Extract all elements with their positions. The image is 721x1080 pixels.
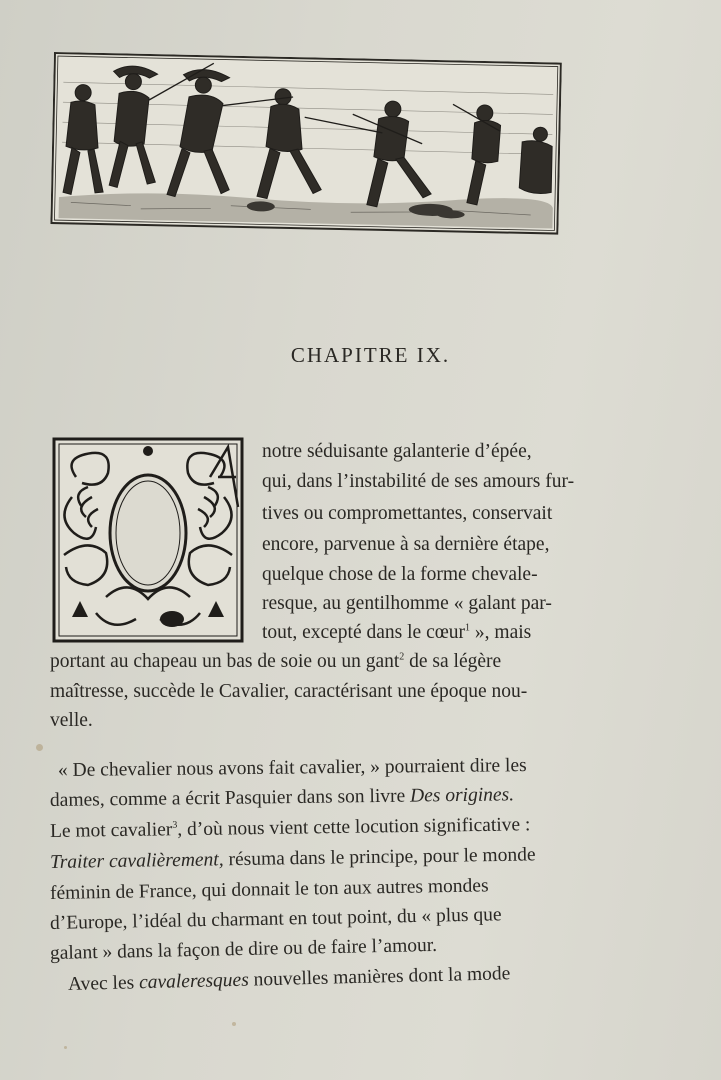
text-line: velle. xyxy=(50,710,93,731)
text-span: Avec les xyxy=(67,972,140,995)
italic-word: cavaleresques xyxy=(138,969,250,994)
paper-stain xyxy=(232,1022,236,1026)
text-line: qui, dans l’instabilité de ses amours fur- xyxy=(262,471,575,492)
text-span: résuma dans le principe, pour le monde xyxy=(223,844,536,871)
text-line: d’Europe, l’idéal du charmant en tout point, du « plus que xyxy=(49,904,502,934)
italic-phrase: Traiter cavalièrement, xyxy=(49,849,224,873)
text-span: Le mot cavalier xyxy=(49,819,173,842)
chapter-title: CHAPITRE IX. xyxy=(290,343,451,367)
text-line xyxy=(50,783,514,813)
text-line xyxy=(50,813,531,844)
footnote-ref: 1 xyxy=(465,622,471,634)
footnote-ref: 3 xyxy=(172,819,178,831)
text-line xyxy=(68,962,511,997)
text-span: tout, excepté dans le cœur xyxy=(262,622,466,643)
footnote-ref: 2 xyxy=(399,651,405,663)
text-span: portant au chapeau un bas de soie ou un gant xyxy=(50,651,400,672)
text-line xyxy=(50,650,501,674)
text-line xyxy=(262,621,531,645)
ornamental-initial-a xyxy=(52,437,244,643)
text-span: dames, comme a écrit Pasquier dans son livre xyxy=(49,785,411,811)
text-line: tives ou compromettantes, conservait xyxy=(262,503,553,524)
text-line xyxy=(50,843,536,875)
text-line: notre séduisante galanterie d’épée, xyxy=(262,441,532,462)
book-title: Des origines. xyxy=(409,784,515,807)
text-span: nouvelles manières dont la mode xyxy=(248,963,511,991)
text-span: de sa légère xyxy=(404,651,502,672)
text-line: « De chevalier nous avons fait cavalier, » pourraient dire les xyxy=(57,755,527,781)
text-line: quelque chose de la forme chevale- xyxy=(262,564,538,585)
text-span: », mais xyxy=(470,622,532,643)
text-span: , d’où nous vient cette locution significative : xyxy=(177,814,531,841)
paper-stain xyxy=(64,1046,67,1049)
fencing-engraving xyxy=(50,52,562,253)
text-line: resque, au gentilhomme « galant par- xyxy=(262,593,552,614)
text-line: féminin de France, qui donnait le ton aux autres mondes xyxy=(49,875,489,904)
text-line: maîtresse, succède le Cavalier, caractérisant une époque nou- xyxy=(50,681,528,702)
paper-stain xyxy=(36,744,43,751)
text-line: encore, parvenue à sa dernière étape, xyxy=(262,534,550,555)
text-line: galant » dans la façon de dire ou de faire l’amour. xyxy=(49,934,438,964)
